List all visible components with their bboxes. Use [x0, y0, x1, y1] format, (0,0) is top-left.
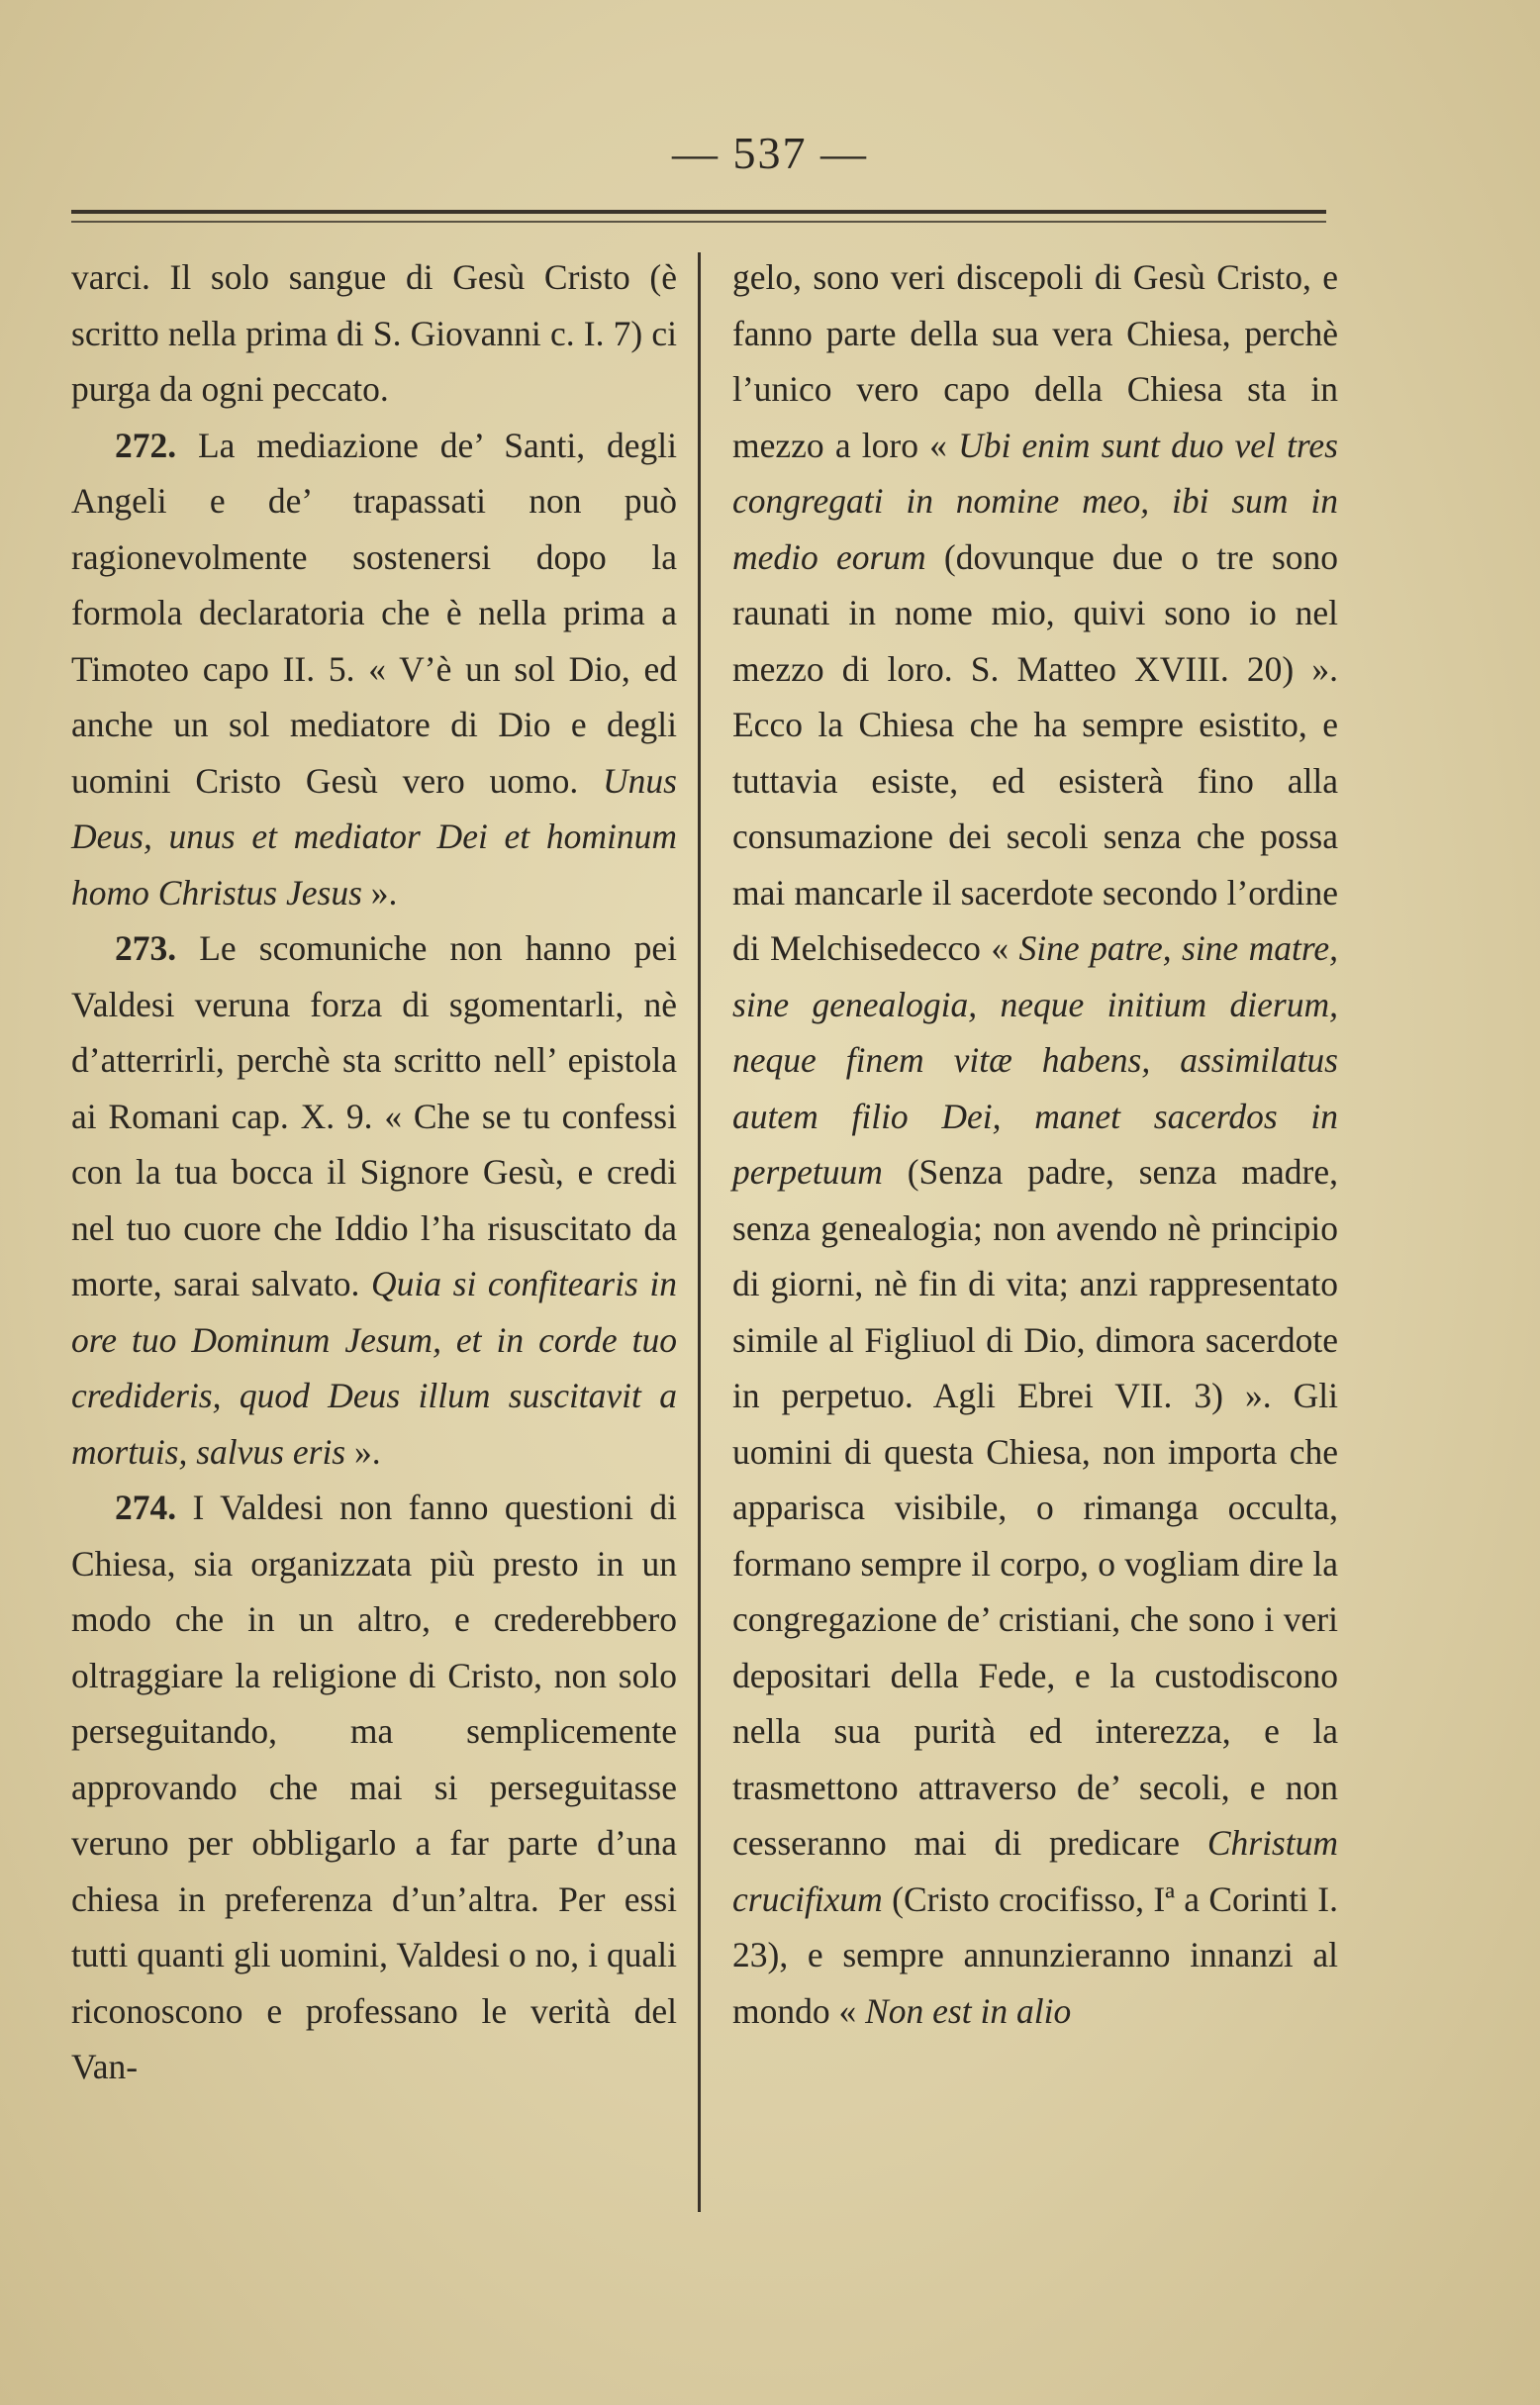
- quote-close: ».: [361, 872, 398, 913]
- latin-quote: Christum crucifixum: [732, 1823, 1338, 1919]
- section-number: 274.: [115, 1488, 177, 1527]
- latin-quote: Non est in alio: [865, 1990, 1072, 2031]
- paragraph-272: [71, 418, 677, 921]
- latin-quote: Ubi enim sunt duo vel tres congregati in nomine meo, ibi sum in medio eorum: [732, 425, 1339, 577]
- section-number: 273.: [115, 928, 177, 968]
- paragraph-text: gelo, sono veri discepoli di Gesù Cristo, e fanno parte della sua vera Chiesa, perchè l’unico vero capo della Chiesa sta in mezzo a loro «: [732, 257, 1338, 465]
- paragraph-text: (Cristo crocifisso, Iª a Corinti I. 23), e sempre annunzieranno innanzi al mondo «: [732, 1878, 1338, 2031]
- paragraph-text: (Senza padre, senza madre, senza genealogia; non avendo nè principio di giorni, nè fin di vita; anzi rappresentato simile al Figliuol di Dio, dimora sacerdote in perpetuo. Agli Ebrei VII. 3) ». Gli uomini di questa Chiesa, non importa che apparisca visibile, o rimanga occulta, formano sempre il corpo, o vogliam dire la congregazione de’ cristiani, che sono i veri depositari della Fede, e la custodiscono nella sua purità ed interezza, e la trasmettono attraverso de’ secoli, e non cesseranno mai di predicare: [732, 1152, 1338, 1863]
- paragraph-text: (dovunque due o tre sono raunati in nome mio, quivi sono io nel mezzo di loro. S. Matteo XVIII. 20) ». Ecco la Chiesa che ha sempre esistito, e tuttavia esiste, ed esisterà fino alla consumazione dei secoli senza che possa mai mancarle il sacerdote secondo l’ordine di Melchisedecco «: [732, 536, 1339, 968]
- paragraph-text: La mediazione de’ Santi, degli Angeli e de’ trapassati non può ragionevolmente sostenersi dopo la formola declaratoria che è nella prima a Timoteo capo II. 5. « V’è un sol Dio, ed anche un sol mediatore di Dio e degli uomini Cristo Gesù vero uomo.: [71, 425, 677, 801]
- latin-quote: Unus Deus, unus et mediator Dei et hominum homo Christus Jesus: [71, 760, 677, 913]
- left-column: [71, 249, 677, 2095]
- section-number: 272.: [115, 425, 177, 465]
- paragraph-273: [71, 920, 677, 1480]
- latin-quote: Sine patre, sine matre, sine genealogia, neque initium dierum, neque finem vitæ habens, assimilatus autem filio Dei, manet sacerdos in perpetuum: [732, 928, 1338, 1192]
- paragraph-274: [71, 1480, 677, 2095]
- paragraph-continuation: varci. Il solo sangue di Gesù Cristo (è scritto nella prima di S. Giovanni c. I. 7) ci purga da ogni peccato.: [71, 257, 677, 409]
- page-number: — 537 —: [672, 128, 868, 178]
- header-rule-thin: [71, 221, 1326, 223]
- paragraph-continuation: [732, 249, 1338, 2039]
- column-divider: [698, 252, 701, 2212]
- paragraph-text: Le scomuniche non hanno pei Valdesi veruna forza di sgomentarli, nè d’atterrirli, perchè sta scritto nell’ epistola ai Romani cap. X. 9. « Che se tu confessi con la tua bocca il Signore Gesù, e credi nel tuo cuore che Iddio l’ha risuscitato da morte, sarai salvato.: [71, 928, 677, 1303]
- right-column: [732, 249, 1338, 2039]
- quote-close: ».: [345, 1431, 381, 1472]
- latin-quote: Quia si confitearis in ore tuo Dominum Jesum, et in corde tuo credideris, quod Deus illum suscitavit a mortuis, salvus eris: [71, 1264, 678, 1472]
- header-rule: [71, 210, 1326, 214]
- paragraph-text: I Valdesi non fanno questioni di Chiesa, sia organizzata più presto in un modo che in un altro, e crederebbero oltraggiare la religione di Cristo, non solo perseguitando, ma semplicemente approvando che mai si perseguitasse veruno per obbligarlo a far parte d’una chiesa in preferenza d’un’altra. Per essi tutti quanti gli uomini, Valdesi o no, i quali riconoscono e professano le verità del Van-: [71, 1488, 677, 2086]
